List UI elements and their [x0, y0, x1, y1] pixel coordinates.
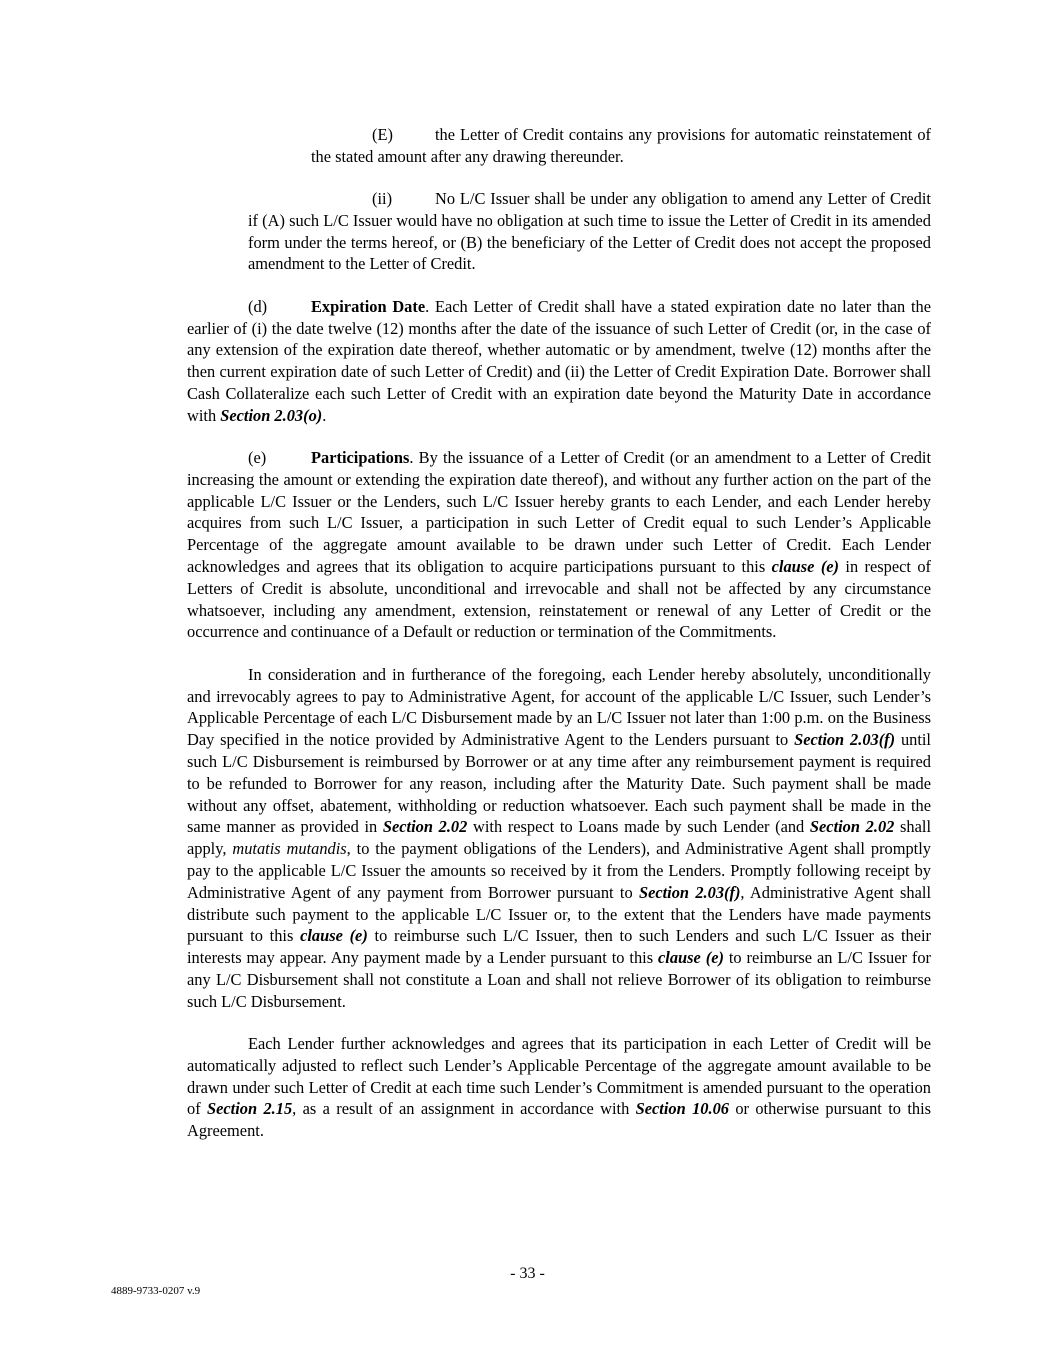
text-run: with respect to Loans made by such Lender (and [467, 817, 810, 837]
paragraph [311, 124, 931, 168]
text-run: in respect of Letters of Credit is absolute, unconditional and irrevocable and shall not be affected by any circumstance whatsoever, including any amendment, extension, reinstatement or renewal of any Letter of Credit or the occurrence and continuance of a Default or reduction or termination of the Commitments. [187, 557, 931, 642]
page-number: - 33 - [510, 1265, 545, 1282]
text-run: In consideration and in furtherance of the foregoing, each Lender hereby absolutely, unconditionally and irrevocably agrees to pay to Administrative Agent, for account of the applicable L/C Issuer, such Lender’s Applicable Percentage of each L/C Disbursement made by an L/C Issuer not later than 1:00 p.m. on the Business Day specified in the notice provided by Administrative Agent to the Lenders pursuant to [187, 664, 931, 750]
cross-reference: Section 10.06 [635, 1099, 729, 1119]
cross-reference: Section 2.03(o) [220, 405, 323, 425]
text-run: , to the payment obligations of the Lenders), and Administrative Agent shall promptly pay to the applicable L/C Issuer the amounts so received by it from the Lenders. Promptly following receipt by Administrative Agent of any payment from Borrower pursuant to [187, 839, 931, 902]
document-body [187, 124, 931, 1162]
document-id: 4889-9733-0207 v.9 [111, 1285, 201, 1297]
cross-reference: clause (e) [300, 926, 368, 946]
text-run: No L/C Issuer shall be under any obligation to amend any Letter of Credit if (A) such L/C Issuer would have no obligation at such time to issue the Letter of Credit in its amended form under the terms hereof, or (B) the beneficiary of the Letter of Credit does not accept the proposed amendment to the Letter of Credit. [248, 189, 931, 274]
paragraph [187, 296, 931, 427]
paragraph [187, 1033, 931, 1142]
text-run: until such L/C Disbursement is reimbursed by Borrower or at any time after any reimbursement payment is required to be refunded to Borrower for any reason, including after the Maturity Date. Such payment shall be made without any offset, abatement, withholding or reduction whatsoever. Each such payment shall be made in the same manner as provided in [187, 730, 931, 837]
section-label: (ii) [372, 189, 393, 209]
text-run: to reimburse such L/C Issuer, then to such Lenders and such L/C Issuer as their interests may appear. Any payment made by a Lender pursuant to this [187, 926, 931, 968]
cross-reference: Section 2.15 [207, 1099, 293, 1119]
paragraph [248, 188, 931, 275]
text-run: shall apply, [187, 817, 931, 859]
cross-reference: clause (e) [658, 948, 724, 968]
text-run: . By the issuance of a Letter of Credit (or an amendment to a Letter of Credit increasing the amount or extending the expiration date thereof), and without any further action on the part of the applicable L/C Issuer or the Lenders, such L/C Issuer hereby grants to each Lender, and each Lender hereby acquires from such L/C Issuer, a participation in such Letter of Credit equal to such Lender’s Applicable Percentage of the aggregate amount available to be drawn under such Letter of Credit. Each Lender acknowledges and agrees that its obligation to acquire participations pursuant to this [187, 448, 931, 577]
cross-reference: Section 2.03(f) [638, 882, 741, 902]
cross-reference: Section 2.02 [382, 817, 468, 837]
paragraph [187, 447, 931, 643]
text-run: to reimburse an L/C Issuer for any L/C Disbursement shall not constitute a Loan and shall not relieve Borrower of its obligation to reimburse such L/C Disbursement. [187, 948, 931, 1011]
text-run: or otherwise pursuant to this Agreement. [187, 1099, 932, 1141]
section-heading: Participations [311, 448, 410, 468]
italic-term: mutatis mutandis [232, 839, 347, 859]
text-run: , Administrative Agent shall distribute such payment to the applicable L/C Issuer or, to the extent that the Lenders have made payments pursuant to this [187, 882, 931, 946]
cross-reference: Section 2.02 [809, 817, 895, 837]
paragraph [187, 664, 931, 1013]
cross-reference: clause (e) [771, 557, 840, 577]
section-heading: Expiration Date [311, 296, 426, 316]
section-label: (e) [248, 448, 267, 468]
text-run: . Each Letter of Credit shall have a stated expiration date no later than the earlier of (i) the date twelve (12) months after the date of the issuance of such Letter of Credit (or, in the case of any extension of the expiration date thereof, whether automatic or by amendment, twelve (12) months after the then current expiration date of such Letter of Credit) and (ii) the Letter of Credit Expiration Date. Borrower shall Cash Collateralize each such Letter of Credit with an expiration date beyond the Maturity Date in accordance with [187, 296, 931, 425]
text-run: , as a result of an assignment in accordance with [292, 1099, 636, 1119]
cross-reference: Section 2.03(f) [794, 730, 896, 750]
text-run: Each Lender further acknowledges and agrees that its participation in each Letter of Credit will be automatically adjusted to reflect such Lender’s Applicable Percentage of the aggregate amount available to be drawn under such Letter of Credit at each time such Lender’s Commitment is amended pursuant to the operation of [187, 1033, 931, 1119]
text-run: . [322, 405, 327, 425]
text-run: the Letter of Credit contains any provisions for automatic reinstatement of the stated amount after any drawing thereunder. [311, 125, 931, 166]
section-label: (d) [248, 296, 268, 316]
section-label: (E) [372, 125, 393, 144]
